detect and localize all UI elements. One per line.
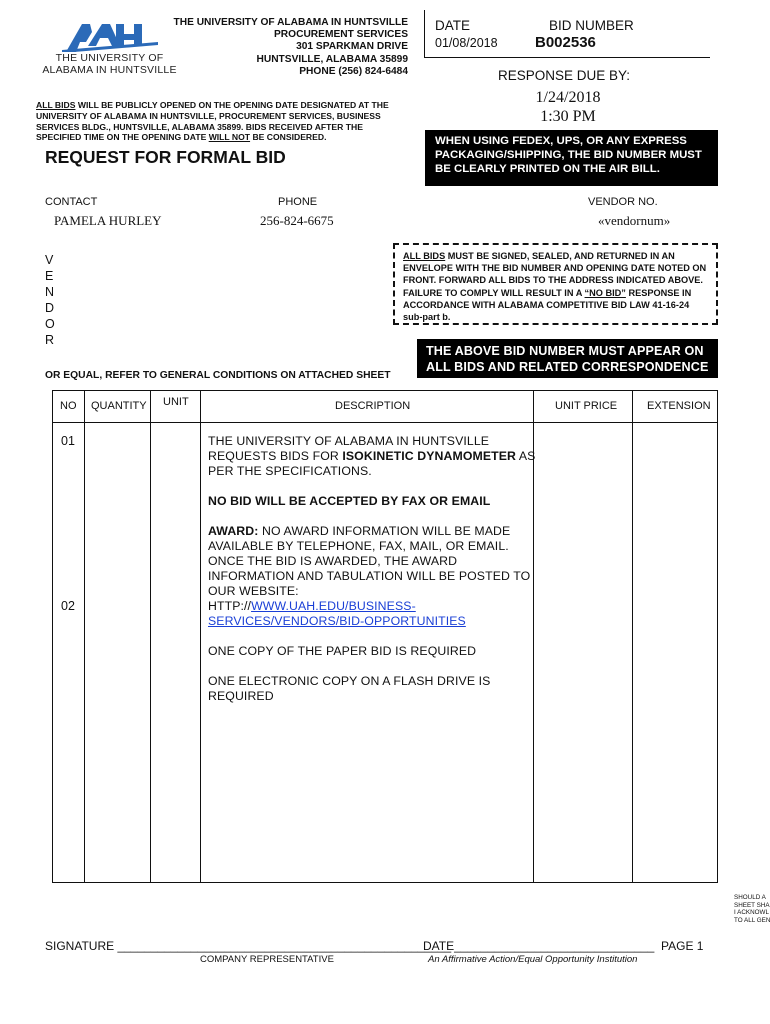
vendor-letter: E bbox=[45, 269, 54, 283]
sealed-no-bid: “NO BID” bbox=[584, 287, 626, 298]
signature-date-line[interactable]: DATE______________________________ bbox=[423, 939, 655, 953]
notice-all-bids: ALL BIDS bbox=[36, 100, 76, 110]
vendor-letter: R bbox=[45, 333, 55, 347]
uah-logo bbox=[42, 20, 177, 76]
header-no: NO bbox=[60, 400, 77, 412]
date-label: DATE bbox=[435, 18, 471, 33]
address-line: HUNTSVILLE, ALABAMA 35899 bbox=[256, 53, 408, 65]
phone-label: PHONE bbox=[278, 196, 318, 208]
desc-paragraph bbox=[208, 524, 538, 629]
desc-text: ONE ELECTRONIC COPY ON A FLASH DRIVE IS REQUIRED bbox=[208, 674, 491, 703]
address-line: 301 SPARKMAN DRIVE bbox=[296, 41, 408, 53]
desc-text: AS PER THE SPECIFICATIONS. bbox=[208, 449, 536, 478]
vendor-vertical-label bbox=[45, 252, 59, 348]
page-number: PAGE 1 bbox=[661, 939, 704, 953]
vendor-no-label: VENDOR NO. bbox=[588, 196, 658, 208]
shipping-notice: WHEN USING FEDEX, UPS, OR ANY EXPRESS PACKAGING/SHIPPING, THE BID NUMBER MUST BE CLEARLY PRINTED ON THE AIR BILL. bbox=[425, 130, 718, 186]
contact-name: PAMELA HURLEY bbox=[54, 213, 162, 228]
address-line: PROCUREMENT SERVICES bbox=[274, 29, 408, 41]
affirmative-action-note: An Affirmative Action/Equal Opportunity Institution bbox=[428, 954, 638, 965]
table-divider bbox=[632, 391, 633, 882]
row-number: 02 bbox=[61, 599, 75, 613]
signature-line[interactable]: SIGNATURE __________________________________________________ bbox=[45, 939, 452, 953]
side-note-line: I ACKNOWL bbox=[734, 909, 769, 916]
desc-no-fax: NO BID WILL BE ACCEPTED BY FAX OR EMAIL bbox=[208, 494, 491, 508]
date-bid-box bbox=[424, 10, 710, 58]
bid-number-label: BID NUMBER bbox=[549, 18, 634, 33]
bid-items-table bbox=[52, 390, 718, 883]
vendor-letter: V bbox=[45, 253, 54, 267]
desc-text: THE UNIVERSITY OF ALABAMA IN HUNTSVILLE REQUESTS BIDS FOR bbox=[208, 434, 490, 463]
table-header-divider bbox=[53, 422, 717, 423]
bid-number-notice-line1: THE ABOVE BID NUMBER MUST APPEAR ON bbox=[426, 344, 704, 358]
uah-logo-mark-icon bbox=[62, 20, 158, 52]
desc-item-name: ISOKINETIC DYNAMOMETER bbox=[342, 449, 517, 463]
sealed-text: MUST BE SIGNED, SEALED, AND RETURNED IN AN ENVELOPE WITH THE BID NUMBER AND OPENING DATE NOTED ON FRONT. FORWARD ALL BIDS TO THE ADDRESS INDICATED ABOVE. FAILURE TO COMPLY WILL RESULT IN A bbox=[403, 251, 707, 298]
side-note-line: TO ALL GEN bbox=[734, 916, 770, 924]
header-unit: UNIT bbox=[163, 396, 189, 408]
address-line: THE UNIVERSITY OF ALABAMA IN HUNTSVILLE bbox=[173, 17, 408, 28]
vendor-letter: D bbox=[45, 301, 55, 315]
truncated-side-note bbox=[734, 894, 770, 924]
date-value: 01/08/2018 bbox=[435, 36, 498, 50]
bid-number-value: B002536 bbox=[535, 34, 596, 51]
desc-text: NO AWARD INFORMATION WILL BE MADE AVAILABLE BY TELEPHONE, FAX, MAIL, OR EMAIL. ONCE THE BID IS AWARDED, THE AWARD INFORMATION AND TABULATION WILL BE POSTED TO OUR WEBSITE: bbox=[208, 524, 531, 598]
vendor-no-value: «vendornum» bbox=[598, 213, 671, 228]
header-extension: EXTENSION bbox=[647, 400, 711, 412]
procurement-address bbox=[160, 17, 408, 78]
desc-link-prefix: HTTP:// bbox=[208, 599, 252, 613]
address-line: PHONE (256) 824-6484 bbox=[299, 65, 408, 77]
bid-number-notice-line2: ALL BIDS AND RELATED CORRESPONDENCE bbox=[426, 359, 709, 374]
sealed-all-bids: ALL BIDS bbox=[403, 251, 446, 261]
sealed-suffix: RESPONSE IN ACCORDANCE WITH ALABAMA COMPETITIVE BID LAW 41-16-24 sub-part b. bbox=[403, 287, 692, 323]
item-description bbox=[208, 434, 538, 719]
table-divider bbox=[84, 391, 85, 882]
desc-paragraph bbox=[208, 674, 538, 704]
public-opening-notice bbox=[36, 100, 408, 143]
table-divider bbox=[150, 391, 151, 882]
response-due-date: 1/24/2018 bbox=[535, 89, 601, 106]
side-note-line: SHOULD A bbox=[734, 894, 766, 901]
desc-award-label: AWARD: bbox=[208, 524, 259, 538]
logo-text-line2: ALABAMA IN HUNTSVILLE bbox=[42, 64, 177, 76]
bid-opportunities-link[interactable]: WWW.UAH.EDU/BUSINESS-SERVICES/VENDORS/BID-OPPORTUNITIES bbox=[208, 599, 466, 628]
header-quantity: QUANTITY bbox=[91, 400, 147, 412]
header-description: DESCRIPTION bbox=[335, 400, 411, 412]
response-due-time: 1:30 PM bbox=[540, 108, 596, 125]
notice-suffix: BE CONSIDERED. bbox=[250, 132, 327, 143]
company-rep-caption: COMPANY REPRESENTATIVE bbox=[200, 954, 334, 965]
logo-text-line1: THE UNIVERSITY OF bbox=[55, 52, 164, 64]
page-title: REQUEST FOR FORMAL BID bbox=[45, 147, 286, 167]
phone-value: 256-824-6675 bbox=[260, 213, 334, 228]
side-note-line: SHEET SHA bbox=[734, 901, 770, 909]
vendor-letter: N bbox=[45, 285, 55, 299]
response-due-label: RESPONSE DUE BY: bbox=[498, 68, 631, 83]
notice-will-not: WILL NOT bbox=[208, 132, 251, 143]
response-due-datetime bbox=[428, 88, 708, 126]
sealed-bid-notice bbox=[393, 243, 718, 325]
vendor-letter: O bbox=[45, 317, 55, 331]
desc-paragraph bbox=[208, 494, 538, 509]
desc-text: ONE COPY OF THE PAPER BID IS REQUIRED bbox=[208, 644, 477, 658]
table-divider bbox=[200, 391, 201, 882]
row-number: 01 bbox=[61, 434, 75, 448]
bid-number-notice bbox=[417, 339, 718, 378]
header-unit-price: UNIT PRICE bbox=[555, 400, 618, 412]
or-equal-note: OR EQUAL, REFER TO GENERAL CONDITIONS ON ATTACHED SHEET bbox=[45, 370, 391, 381]
contact-label: CONTACT bbox=[45, 196, 98, 208]
desc-paragraph bbox=[208, 644, 538, 659]
desc-paragraph bbox=[208, 434, 538, 479]
notice-text: WILL BE PUBLICLY OPENED ON THE OPENING DATE DESIGNATED AT THE UNIVERSITY OF ALABAMA IN HUNTSVILLE, PROCUREMENT SERVICES, BUSINESS SERVICES BLDG., HUNTSVILLE, ALABAMA 35899. BIDS RECEIVED AFTER THE SPECIFIED TIME ON THE OPENING DATE bbox=[36, 100, 389, 143]
